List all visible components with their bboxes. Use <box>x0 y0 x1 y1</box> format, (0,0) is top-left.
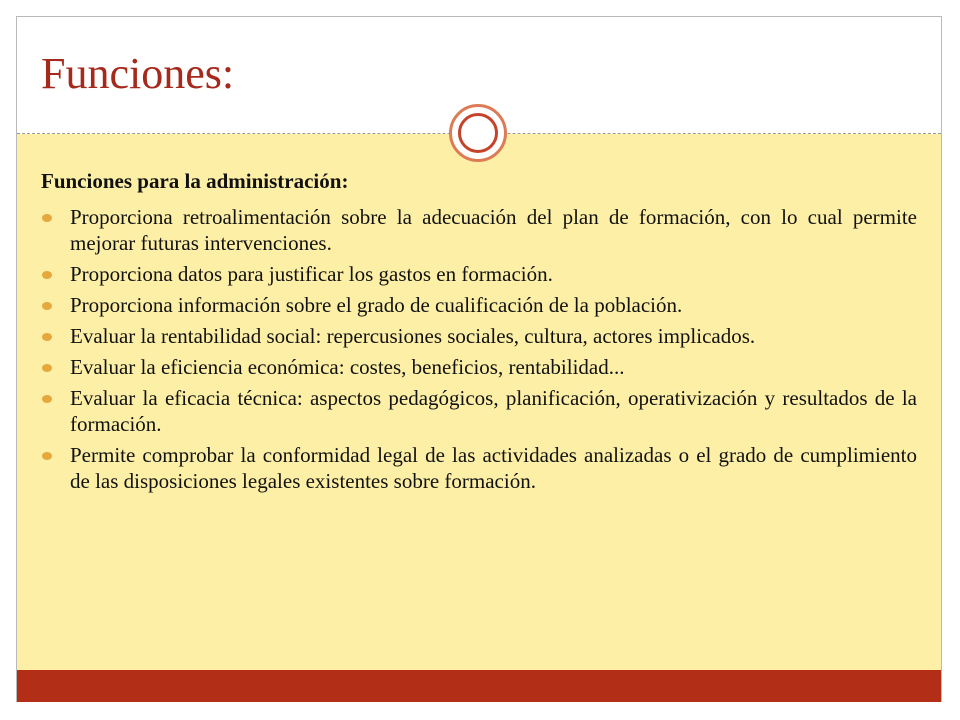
ring-ornament-icon <box>449 104 507 162</box>
body-text <box>41 166 917 499</box>
bullet-text: Proporciona información sobre el grado de cualificación de la población. <box>70 293 683 317</box>
bullet-dot-icon <box>42 271 52 279</box>
bullet-item <box>41 292 917 318</box>
bullet-item <box>41 442 917 494</box>
bullet-dot-icon <box>42 395 52 403</box>
footer-bar <box>17 670 941 702</box>
bullet-text: Evaluar la rentabilidad social: repercusiones sociales, cultura, actores implicados. <box>70 324 756 348</box>
bullet-item <box>41 261 917 287</box>
bullet-text: Permite comprobar la conformidad legal de las actividades analizadas o el grado de cumplimiento de las disposiciones legales existentes sobre formación. <box>70 443 917 493</box>
slide-title: Funciones: <box>41 49 235 98</box>
bullet-item <box>41 385 917 437</box>
bullet-list <box>41 204 917 494</box>
bullet-item <box>41 354 917 380</box>
bullet-dot-icon <box>42 364 52 372</box>
bullet-item <box>41 323 917 349</box>
ring-ornament-inner <box>458 113 498 153</box>
bullet-dot-icon <box>42 452 52 460</box>
bullet-text: Proporciona retroalimentación sobre la adecuación del plan de formación, con lo cual permite mejorar futuras intervenciones. <box>70 205 917 255</box>
bullet-text: Evaluar la eficiencia económica: costes, beneficios, rentabilidad... <box>70 355 625 379</box>
bullet-dot-icon <box>42 333 52 341</box>
bullet-text: Proporciona datos para justificar los gastos en formación. <box>70 262 553 286</box>
bullet-item <box>41 204 917 256</box>
bullet-dot-icon <box>42 214 52 222</box>
subheading: Funciones para la administración: <box>41 169 349 193</box>
bullet-text: Evaluar la eficacia técnica: aspectos pedagógicos, planificación, operativización y resultados de la formación. <box>70 386 917 436</box>
bullet-dot-icon <box>42 302 52 310</box>
